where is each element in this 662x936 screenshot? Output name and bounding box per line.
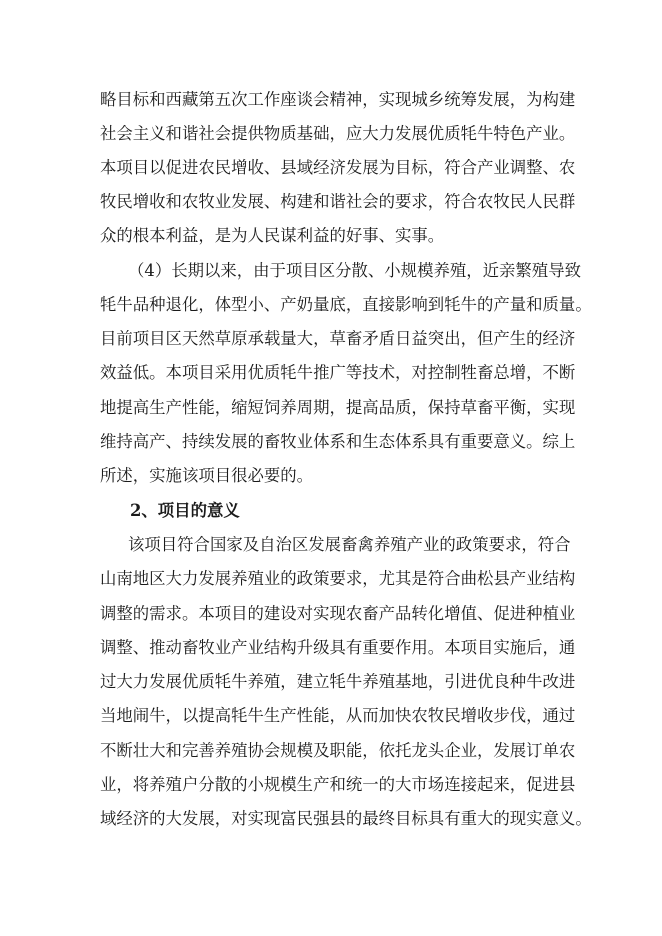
text-line: 牦牛品种退化，体型小、产奶量底，直接影响到牦牛的产量和质量。 bbox=[100, 295, 592, 314]
text-line: 业，将养殖户分散的小规模生产和统一的大市场连接起来，促进县 bbox=[100, 775, 576, 794]
section-heading: 2、项目的意义 bbox=[130, 501, 240, 520]
text-line: 山南地区大力发展养殖业的政策要求，尤其是符合曲松县产业结构 bbox=[100, 569, 576, 588]
text-line: 调整的需求。本项目的建设对实现农畜产品转化增值、促进种植业 bbox=[100, 604, 576, 623]
text-line: 略目标和西藏第五次工作座谈会精神，实现城乡统筹发展，为构建 bbox=[100, 90, 576, 109]
text-line: 当地闹牛，以提高牦牛生产性能，从而加快农牧民增收步伐，通过 bbox=[100, 706, 576, 725]
text-line: 域经济的大发展，对实现富民强县的最终目标具有重大的现实意义。 bbox=[100, 809, 592, 828]
text-line: 所述，实施该项目很必要的。 bbox=[100, 466, 314, 485]
text-line: 目前项目区天然草原承载量大，草畜矛盾日益突出，但产生的经济 bbox=[100, 329, 576, 348]
paragraph-first-line: 该项目符合国家及自治区发展畜禽养殖产业的政策要求，符合 bbox=[128, 535, 571, 554]
paragraph-first-line: （4）长期以来，由于项目区分散、小规模养殖，近亲繁殖导致 bbox=[128, 261, 581, 280]
text-line: 地提高生产性能，缩短饲养周期，提高品质，保持草畜平衡，实现 bbox=[100, 398, 576, 417]
text-line: 过大力发展优质牦牛养殖，建立牦牛养殖基地，引进优良种牛改进 bbox=[100, 672, 576, 691]
text-line: 社会主义和谐社会提供物质基础，应大力发展优质牦牛特色产业。 bbox=[100, 124, 576, 143]
text-line: 维持高产、持续发展的畜牧业体系和生态体系具有重要意义。综上 bbox=[100, 432, 576, 451]
text-line: 不断壮大和完善养殖协会规模及职能，依托龙头企业，发展订单农 bbox=[100, 741, 576, 760]
text-line: 牧民增收和农牧业发展、构建和谐社会的要求，符合农牧民人民群 bbox=[100, 192, 576, 211]
text-line: 众的根本利益，是为人民谋利益的好事、实事。 bbox=[100, 226, 445, 245]
text-line: 效益低。本项目采用优质牦牛推广等技术，对控制牲畜总增，不断 bbox=[100, 363, 576, 382]
text-line: 本项目以促进农民增收、县域经济发展为目标，符合产业调整、农 bbox=[100, 158, 576, 177]
text-line: 调整、推动畜牧业产业结构升级具有重要作用。本项目实施后，通 bbox=[100, 638, 576, 657]
